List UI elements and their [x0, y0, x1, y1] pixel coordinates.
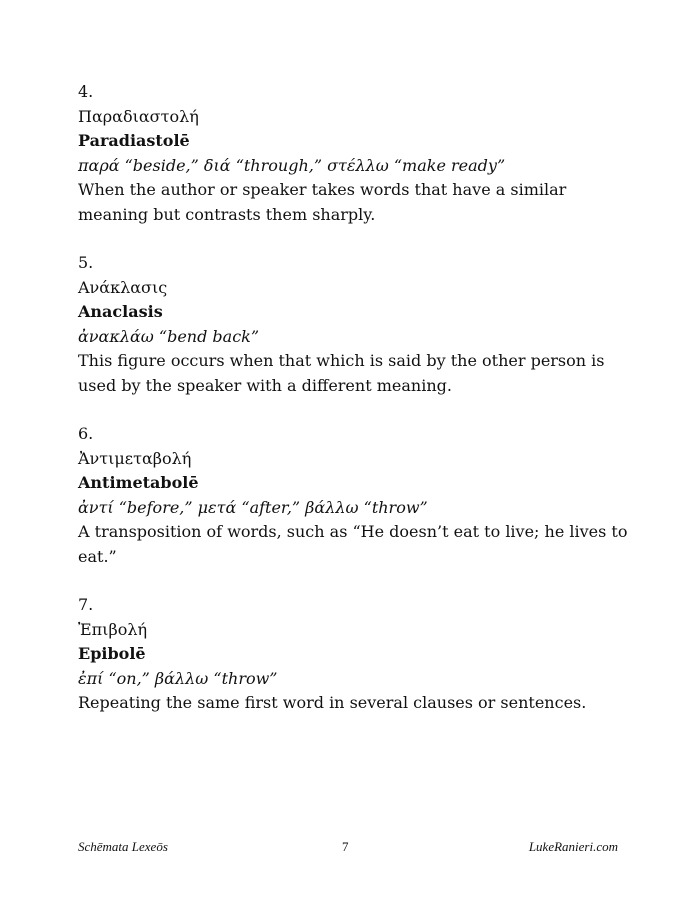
definition: This figure occurs when that which is said by the other person is used by the speaker with a different meaning.	[78, 351, 610, 395]
definition: A transposition of words, such as “He doesn’t eat to live; he lives to eat.”	[78, 522, 633, 566]
definition: Repeating the same first word in several clauses or sentences.	[78, 693, 587, 712]
page-content	[78, 80, 638, 740]
etymology: ἀντί “before,” μετά “after,” βάλλω “throw”	[78, 497, 428, 517]
greek-term: Ἐπιβολή	[78, 619, 148, 639]
entry-6	[78, 422, 638, 569]
entry-5	[78, 251, 638, 398]
term-heading: Epibolē	[78, 644, 146, 663]
term-heading: Paradiastolē	[78, 131, 190, 150]
page-footer	[78, 839, 618, 857]
etymology: παρά “beside,” διά “through,” στέλλω “make ready”	[78, 155, 506, 175]
entry-7	[78, 593, 638, 716]
entry-number: 4.	[78, 82, 94, 101]
page-number: 7	[342, 839, 349, 854]
definition: When the author or speaker takes words that have a similar meaning but contrasts them sharply.	[78, 180, 572, 224]
entry-number: 6.	[78, 424, 94, 443]
entry-number: 7.	[78, 595, 94, 614]
term-heading: Antimetabolē	[78, 473, 199, 492]
term-heading: Anaclasis	[78, 302, 163, 321]
etymology: ἀνακλάω “bend back”	[78, 326, 260, 346]
greek-term: Ἀντιμεταβολή	[78, 448, 192, 468]
footer-title: Schēmata Lexeōs	[78, 839, 168, 854]
greek-term: Παραδιαστολή	[78, 106, 199, 126]
entry-number: 5.	[78, 253, 94, 272]
footer-website: LukeRanieri.com	[528, 839, 618, 854]
entry-4	[78, 80, 638, 227]
greek-term: Ανάκλασις	[78, 277, 168, 297]
etymology: ἐπί “on,” βάλλω “throw”	[78, 668, 278, 688]
